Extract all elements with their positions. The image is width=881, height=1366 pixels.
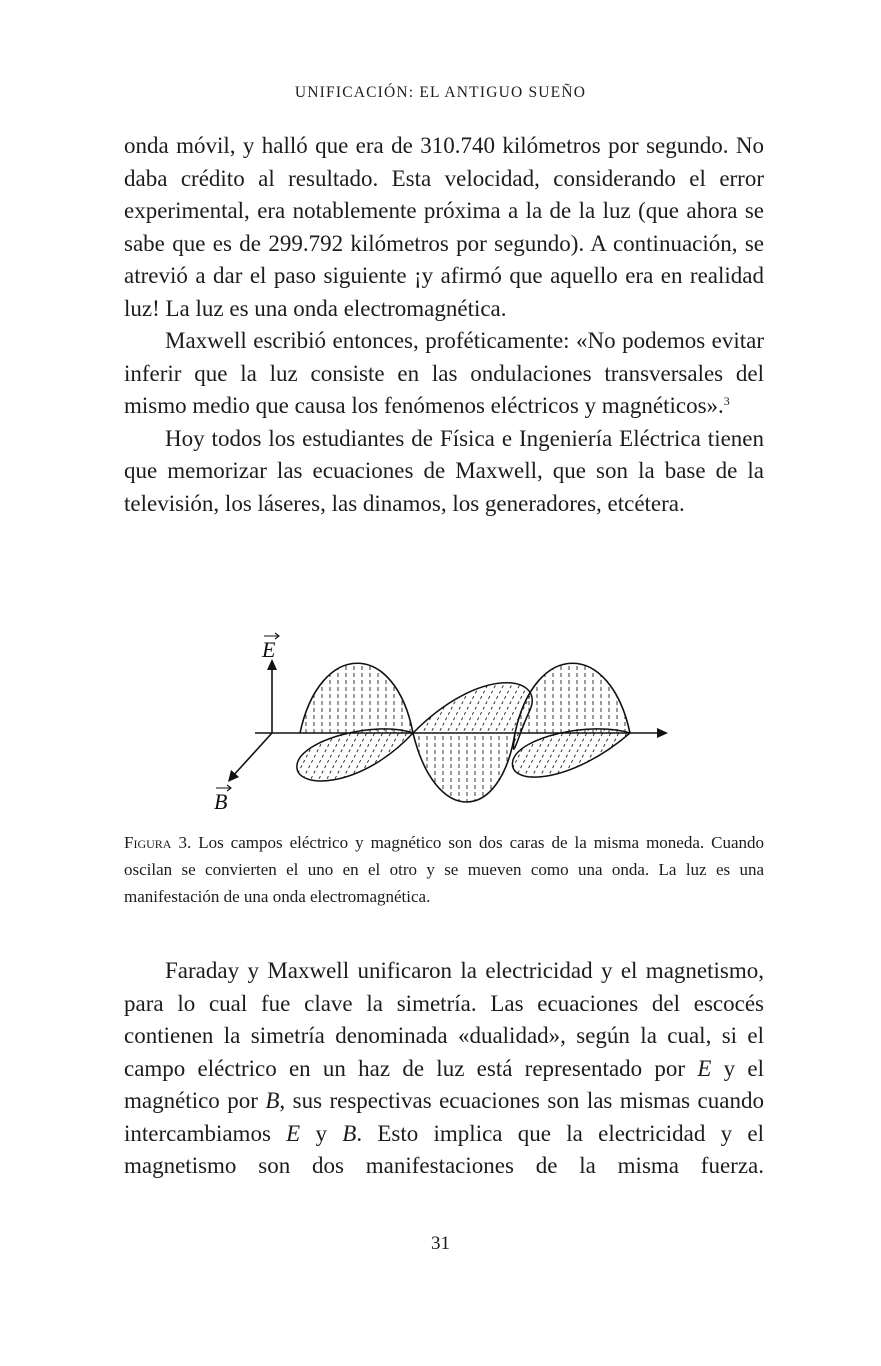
text-span: . Esto implica que la electricidad y el magnetismo son dos manifestaciones de la misma fuerza. xyxy=(124,1120,764,1178)
symbol-b: B xyxy=(342,1120,357,1146)
propagation-arrowhead xyxy=(657,728,668,738)
running-head: UNIFICACIÓN: EL ANTIGUO SUEÑO xyxy=(294,84,587,101)
page-number: 31 xyxy=(431,1233,450,1254)
symbol-e: E xyxy=(697,1055,712,1081)
symbol-e: E xyxy=(286,1120,301,1146)
b-field-wave xyxy=(297,683,630,781)
footnote-ref: 3 xyxy=(723,394,730,408)
b-field-label: B xyxy=(214,789,228,814)
caption-text: Los campos eléctrico y magnético son dos caras de la misma moneda. Cuando oscilan se convierten el uno en el otro y se mueven como una onda. La luz es una manifestación de una onda electromagnética. xyxy=(124,833,764,906)
b-axis xyxy=(232,733,272,777)
body-text-bottom xyxy=(124,955,764,1183)
text-span: , sus respectivas ecuaciones son las mismas cuando intercambiamos xyxy=(124,1088,764,1146)
symbol-b: B xyxy=(265,1088,280,1113)
text-span: y xyxy=(300,1120,343,1146)
text-span: y el magnético por xyxy=(124,1055,764,1113)
figure-caption xyxy=(124,829,764,910)
body-text-top xyxy=(124,130,764,520)
paragraph-1: onda móvil, y halló que era de 310.740 kilómetros por segundo. No daba crédito al resultado. Esta velocidad, considerando el error experimental, era notablemente próxima a la de la luz (que ahora se sabe que es de 299.792 kilómetros por segundo). A continuación, se atrevió a dar el paso siguiente ¡y afirmó que aquello era en realidad luz! La luz es una onda electromagnética. xyxy=(124,133,764,321)
paragraph-2 xyxy=(124,325,764,423)
paragraph-4 xyxy=(124,955,764,1183)
quote-text: Maxwell escribió entonces, proféticamente: «No podemos evitar inferir que la luz consiste en las ondulaciones transversales del mismo medio que causa los fenómenos eléctricos y magnéticos». xyxy=(124,328,764,418)
e-field-label: E xyxy=(262,637,276,662)
caption-label: Figura 3. xyxy=(124,833,192,852)
text-span: Faraday y Maxwell unificaron la electricidad y el magnetismo, para lo cual fue clave la simetría. Las ecuaciones del escocés contienen la simetría denominada «dualidad», según la cual, si el campo eléctrico en un haz de luz está representado por xyxy=(124,958,764,1081)
figure-em-wave xyxy=(200,625,680,820)
paragraph-3: Hoy todos los estudiantes de Física e Ingeniería Eléctrica tienen que memorizar las ecuaciones de Maxwell, que son la base de la televisión, los láseres, las dinamos, los generadores, etcétera. xyxy=(124,425,764,516)
em-wave-diagram xyxy=(200,625,680,820)
